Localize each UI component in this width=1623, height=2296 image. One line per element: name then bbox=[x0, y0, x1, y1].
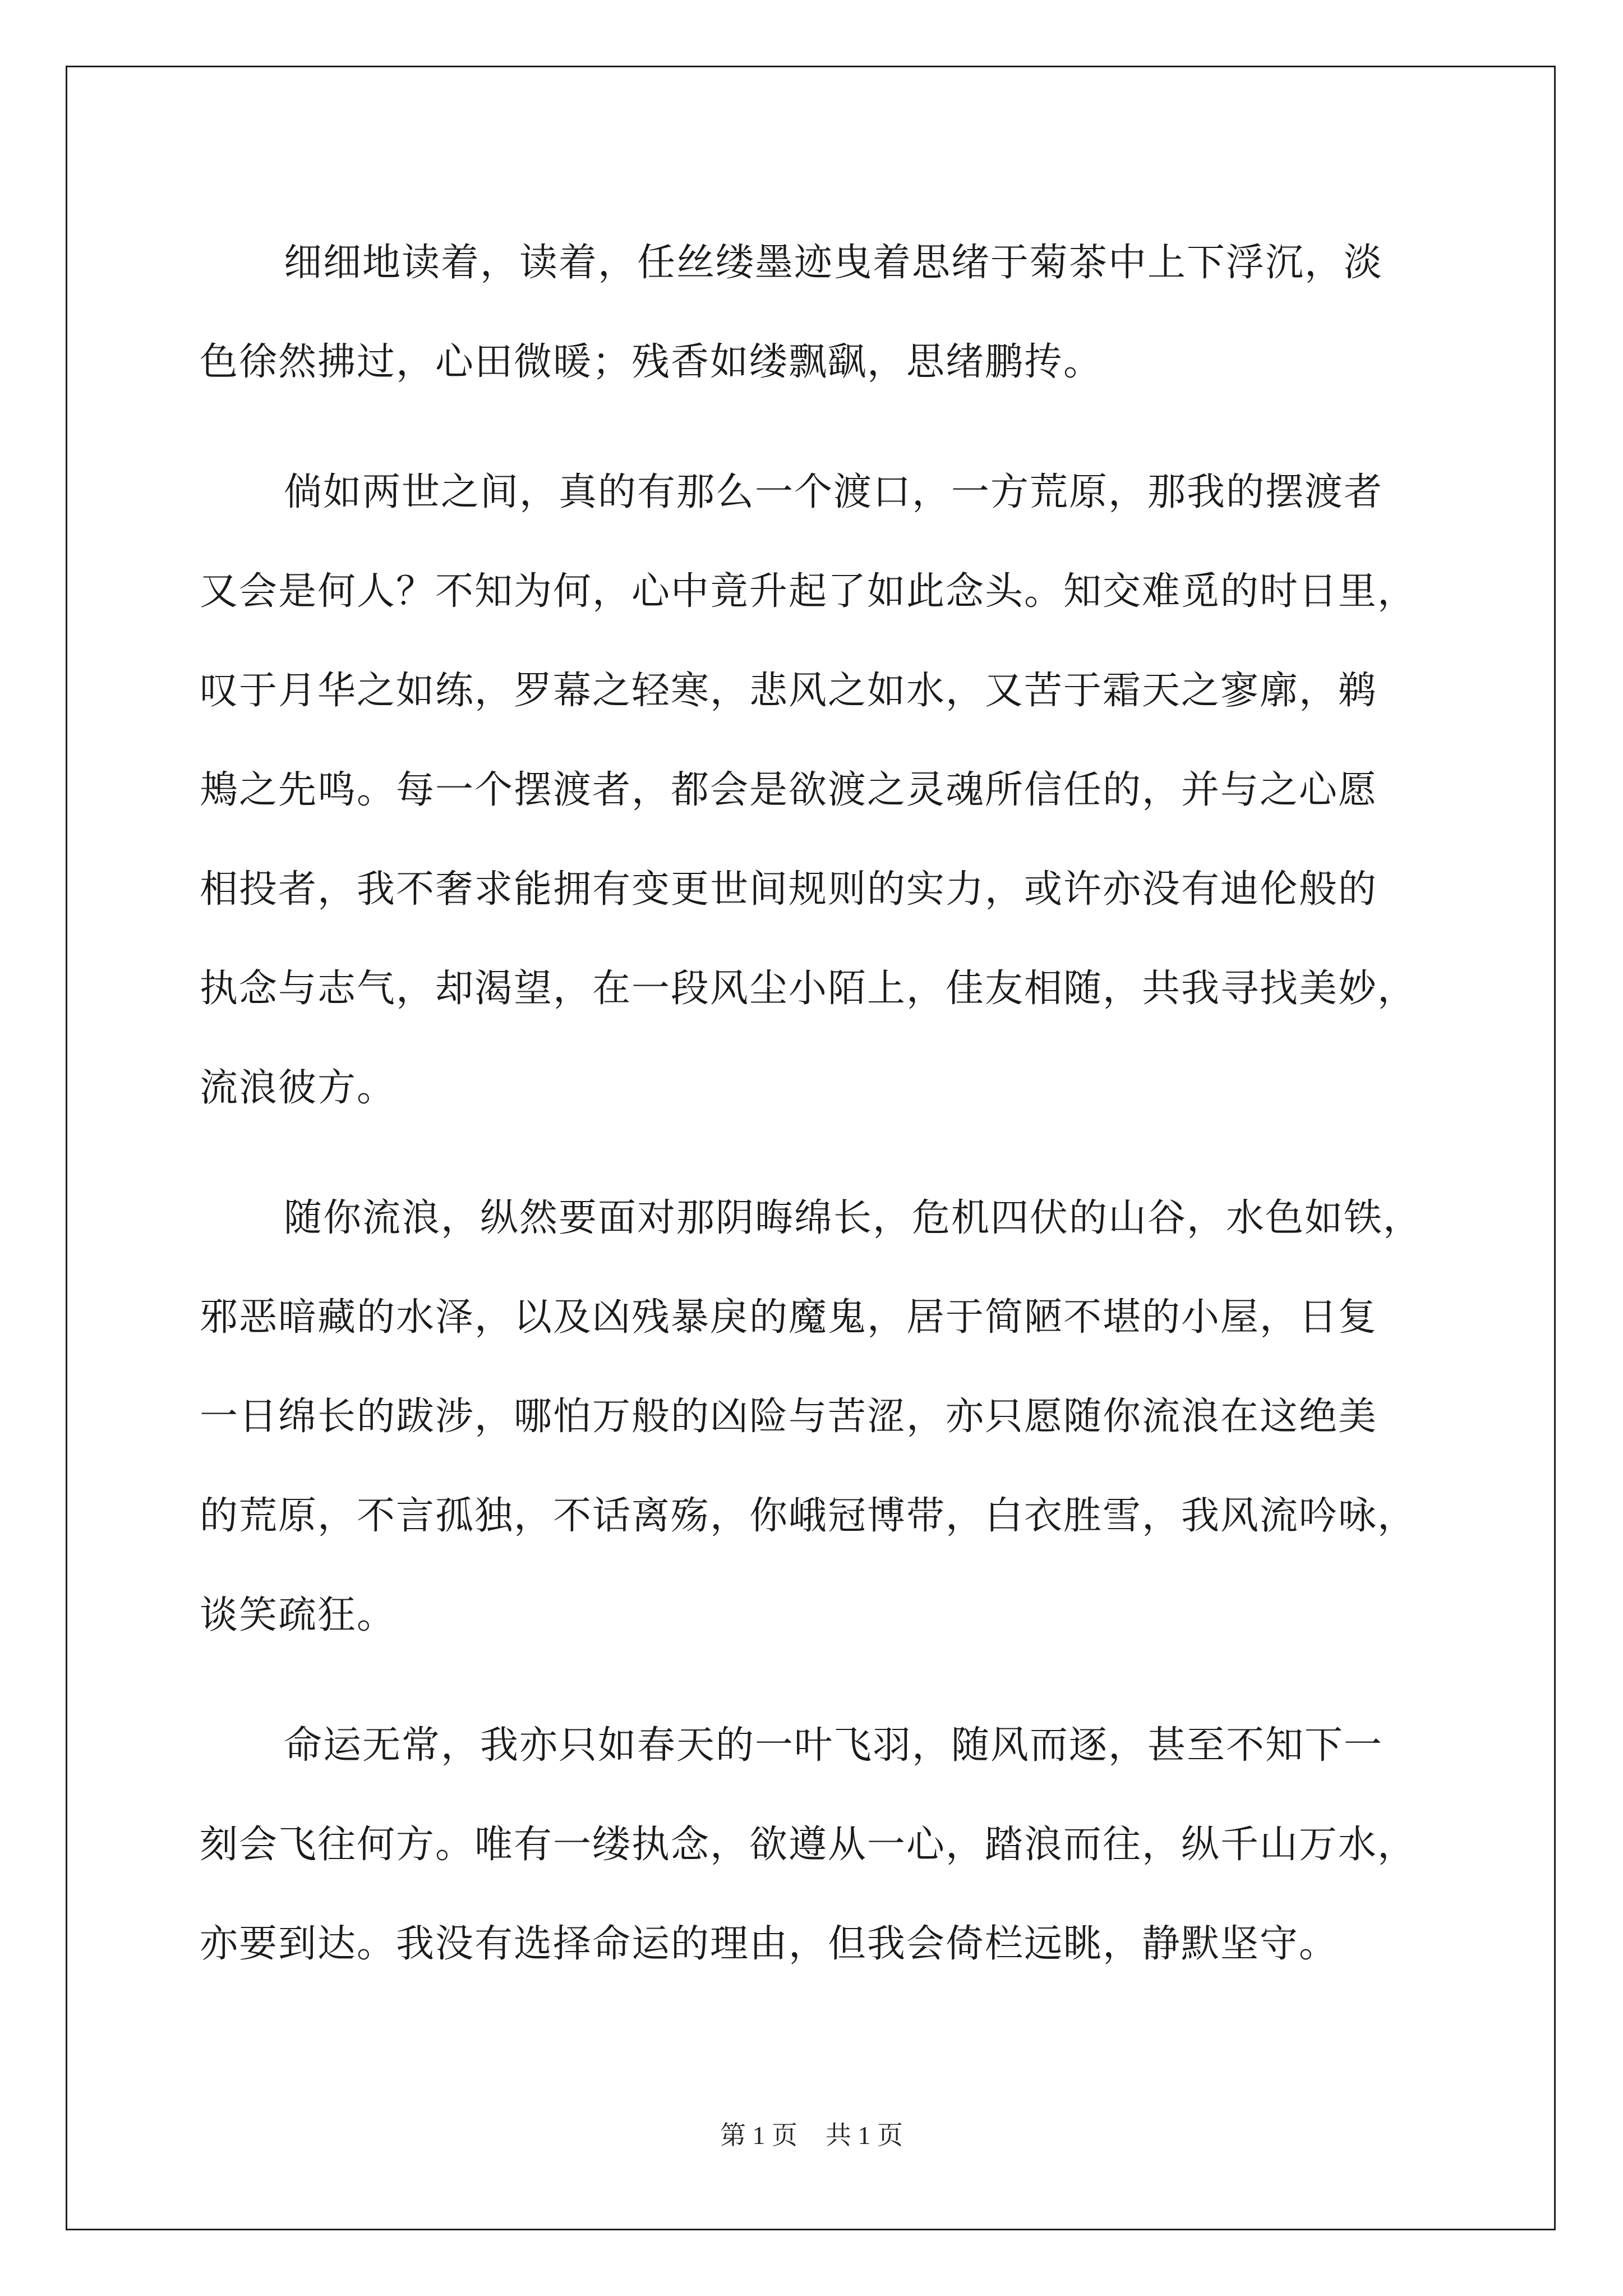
page-number: 第 1 页 bbox=[720, 2121, 797, 2150]
text-line: 亦要到达。我没有选择命运的理由，但我会倚栏远眺，静默坚守。 bbox=[200, 1922, 1339, 1966]
text-line: 相投者，我不奢求能拥有变更世间规则的实力，或许亦没有迪伦般的 bbox=[200, 867, 1378, 912]
text-line: 色徐然拂过，心田微暖；残香如缕飘飖，思绪鹏抟。 bbox=[200, 340, 1103, 384]
text-line: 鴂之先鸣。每一个摆渡者，都会是欲渡之灵魂所信任的，并与之心愿 bbox=[200, 768, 1378, 812]
text-line: 又会是何人？不知为何，心中竟升起了如此念头。知交难觅的时日里， bbox=[200, 569, 1417, 614]
text-line: 邪恶暗藏的水泽，以及凶残暴戾的魔鬼，居于简陋不堪的小屋，日复 bbox=[200, 1295, 1378, 1340]
paragraph-4 bbox=[200, 1696, 1461, 1994]
text-line: 细细地读着，读着，任丝缕墨迹曳着思绪于菊茶中上下浮沉，淡 bbox=[284, 241, 1384, 285]
paragraph-3 bbox=[200, 1168, 1461, 1665]
page-total: 共 1 页 bbox=[826, 2121, 903, 2150]
text-line: 随你流浪，纵然要面对那阴晦绵长，危机四伏的山谷，水色如铁， bbox=[284, 1196, 1423, 1240]
document-body bbox=[200, 213, 1461, 2024]
text-line: 的荒原，不言孤独，不话离殇，你峨冠博带，白衣胜雪，我风流吟咏， bbox=[200, 1494, 1417, 1538]
text-line: 刻会飞往何方。唯有一缕执念，欲遵从一心，踏浪而往，纵千山万水， bbox=[200, 1823, 1417, 1867]
text-line: 流浪彼方。 bbox=[200, 1066, 396, 1110]
text-line: 叹于月华之如练，罗幕之轻寒，悲风之如水，又苦于霜天之寥廓，鹈 bbox=[200, 669, 1378, 713]
text-line: 倘如两世之间，真的有那么一个渡口，一方荒原，那我的摆渡者 bbox=[284, 470, 1384, 514]
paragraph-2 bbox=[200, 443, 1461, 1138]
text-line: 谈笑疏狂。 bbox=[200, 1593, 396, 1637]
paragraph-1 bbox=[200, 213, 1461, 412]
page-footer bbox=[0, 2115, 1623, 2152]
text-line: 命运无常，我亦只如春天的一叶飞羽，随风而逐，甚至不知下一 bbox=[284, 1723, 1384, 1768]
text-line: 执念与志气，却渴望，在一段风尘小陌上，佳友相随，共我寻找美妙， bbox=[200, 967, 1417, 1011]
text-line: 一日绵长的跋涉，哪怕万般的凶险与苦涩，亦只愿随你流浪在这绝美 bbox=[200, 1395, 1378, 1439]
